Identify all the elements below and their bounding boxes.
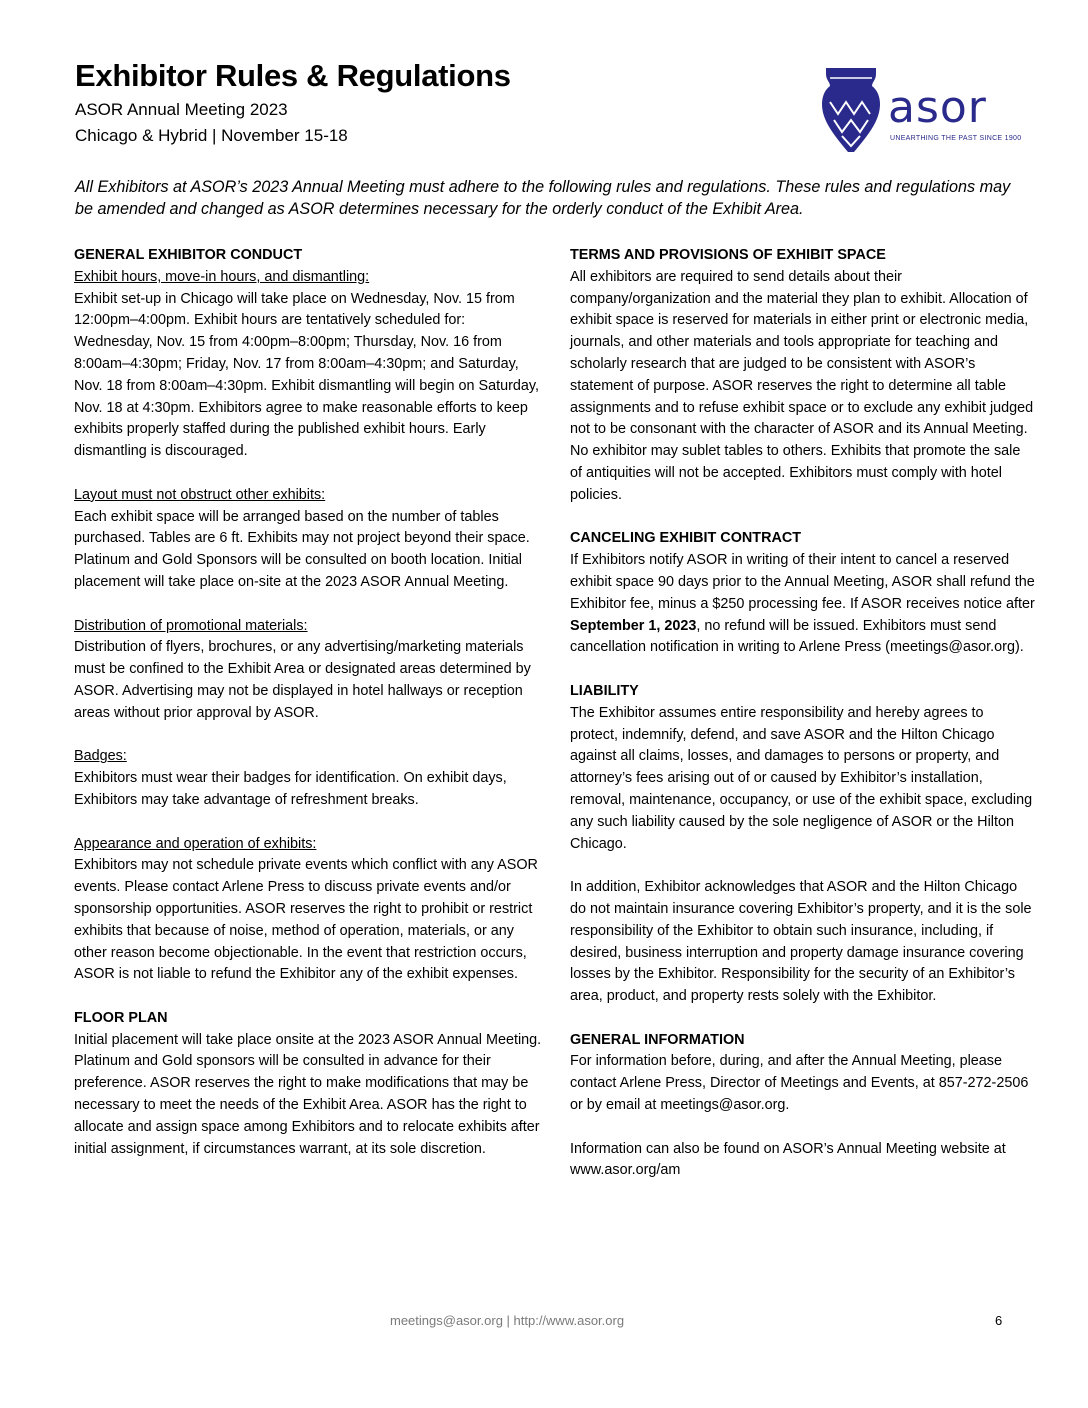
logo-tagline: UNEARTHING THE PAST SINCE 1900	[890, 135, 1022, 142]
cancel-text-part-2: , no refund will be issued. Exhibitors must send cancellation notification in writing to Arlene Press (meetings@asor.org).	[570, 617, 1024, 656]
general-info-heading: GENERAL INFORMATION	[570, 1031, 745, 1048]
left-column	[74, 245, 544, 1160]
floor-plan-paragraph: Initial placement will take place onsite at the 2023 ASOR Annual Meeting. Platinum and Gold sponsors will be consulted in advance for their preference. ASOR reserves the right to make modifications that may be necessary to meet the needs of the Exhibit Area. ASOR has the right to allocate and assign space among Exhibitors and to relocate exhibits after initial assignment, if circumstances warrant, at its sole discretion.	[74, 1031, 542, 1157]
amphora-logo-icon	[818, 66, 884, 156]
layout-subheading: Layout must not obstruct other exhibits:	[74, 486, 326, 503]
liability-paragraph-2: In addition, Exhibitor acknowledges that ASOR and the Hilton Chicago do not maintain insurance covering Exhibitor’s property, and it is the sole responsibility of the Exhibitor to obtain such insurance, including, if desired, business interruption and property damage insurance covering losses by the Exhibitor. Responsibility for the security of an Exhibitor’s area, product, and property rests solely with the Exhibitor.	[570, 879, 1032, 1005]
badges-subheading: Badges:	[74, 748, 127, 765]
hours-subheading: Exhibit hours, move-in hours, and dismantling:	[74, 268, 370, 285]
cancel-deadline: September 1, 2023	[570, 617, 697, 634]
general-conduct-heading: GENERAL EXHIBITOR CONDUCT	[74, 247, 303, 263]
cancel-paragraph	[570, 550, 1035, 659]
logo-wordmark: asor	[888, 82, 987, 133]
event-name: ASOR Annual Meeting 2023	[75, 100, 288, 119]
appearance-paragraph: Exhibitors may not schedule private events which conflict with any ASOR events. Please contact Arlene Press to discuss private events and/or sponsorship opportunities. ASOR reserves the right to prohibit or restrict exhibits that because of noise, method of operation, materials, or any other reason become objectionable. In the event that restriction occurs, ASOR is not liable to refund the Exhibitor any of the exhibit expenses.	[74, 857, 538, 983]
right-column	[570, 245, 1035, 1182]
layout-paragraph: Each exhibit space will be arranged based on the number of tables purchased. Tables are 6 ft. Exhibits may not project beyond their space. Platinum and Gold Sponsors will be consulted on booth location. Initial placement will take place on-site at the 2023 ASOR Annual Meeting.	[74, 508, 530, 590]
liability-heading: LIABILITY	[570, 682, 639, 699]
general-info-paragraph-2: Information can also be found on ASOR’s Annual Meeting website at www.asor.org/am	[570, 1140, 1006, 1179]
intro-paragraph: All Exhibitors at ASOR’s 2023 Annual Meeting must adhere to the following rules and regulations. These rules and regulations may be amended and changed as ASOR determines necessary for the orderly conduct of the Exhibit Area.	[75, 178, 1011, 218]
promo-paragraph: Distribution of flyers, brochures, or any advertising/marketing materials must be confined to the Exhibit Area or designated areas determined by ASOR. Advertising may not be displayed in hotel hallways or reception areas without prior approval by ASOR.	[74, 639, 531, 721]
event-location-dates: Chicago & Hybrid | November 15-18	[75, 126, 348, 145]
general-info-paragraph-1: For information before, during, and after the Annual Meeting, please contact Arlene Press, Director of Meetings and Events, at 857-272-2506 or by email at meetings@asor.org.	[570, 1053, 1029, 1114]
footer-contact: meetings@asor.org | http://www.asor.org	[390, 1313, 625, 1328]
appearance-subheading: Appearance and operation of exhibits:	[74, 835, 317, 852]
floor-plan-heading: FLOOR PLAN	[74, 1009, 168, 1026]
promo-subheading: Distribution of promotional materials:	[74, 617, 308, 634]
asor-logo	[818, 66, 1022, 156]
terms-paragraph: All exhibitors are required to send details about their company/organization and the material they plan to exhibit. Allocation of exhibit space is reserved for materials in either print or electronic media, journals, and other materials and tools appropriate for teaching and scholarly research that are judged to be consistent with ASOR’s statement of purpose. ASOR reserves the right to determine all table assignments and to refuse exhibit space or to exclude any exhibit judged not to be consonant with the character of ASOR and its Annual Meeting. No exhibitor may sublet tables to others. Exhibits that promote the sale of antiquities will not be accepted. Exhibitors must comply with hotel policies.	[570, 268, 1034, 503]
terms-heading: TERMS AND PROVISIONS OF EXHIBIT SPACE	[570, 247, 886, 263]
cancel-heading: CANCELING EXHIBIT CONTRACT	[570, 530, 802, 547]
cancel-text-part-1: If Exhibitors notify ASOR in writing of their intent to cancel a reserved exhibit space 90 days prior to the Annual Meeting, ASOR shall refund the Exhibitor fee, minus a $250 processing fee. If ASOR receives notice after	[570, 552, 1035, 612]
page-title: Exhibitor Rules & Regulations	[75, 58, 511, 93]
liability-paragraph-1: The Exhibitor assumes entire responsibility and hereby agrees to protect, indemnify, defend, and save ASOR and the Hilton Chicago against all claims, losses, and damages to persons or property, and attorney’s fees arising out of or caused by Exhibitor’s installation, removal, maintenance, occupancy, or use of the exhibit space, excluding any such liability caused by the sole negligence of ASOR or the Hilton Chicago.	[570, 704, 1033, 852]
badges-paragraph: Exhibitors must wear their badges for identification. On exhibit days, Exhibitors may take advantage of refreshment breaks.	[74, 770, 507, 808]
hours-paragraph: Exhibit set-up in Chicago will take place on Wednesday, Nov. 15 from 12:00pm–4:00pm. Exhibit hours are tentatively scheduled for: Wednesday, Nov. 15 from 4:00pm–8:00pm; Thursday, Nov. 16 from 8:00am–4:30pm; Friday, Nov. 17 from 8:00am–4:30pm; and Saturday, Nov. 18 from 8:00am–4:30pm. Exhibit dismantling will begin on Saturday, Nov. 18 at 4:30pm. Exhibitors agree to make reasonable efforts to keep exhibits properly staffed during the published exhibit hours. Early dismantling is discouraged.	[74, 290, 540, 460]
page-number: 6	[995, 1313, 1003, 1328]
